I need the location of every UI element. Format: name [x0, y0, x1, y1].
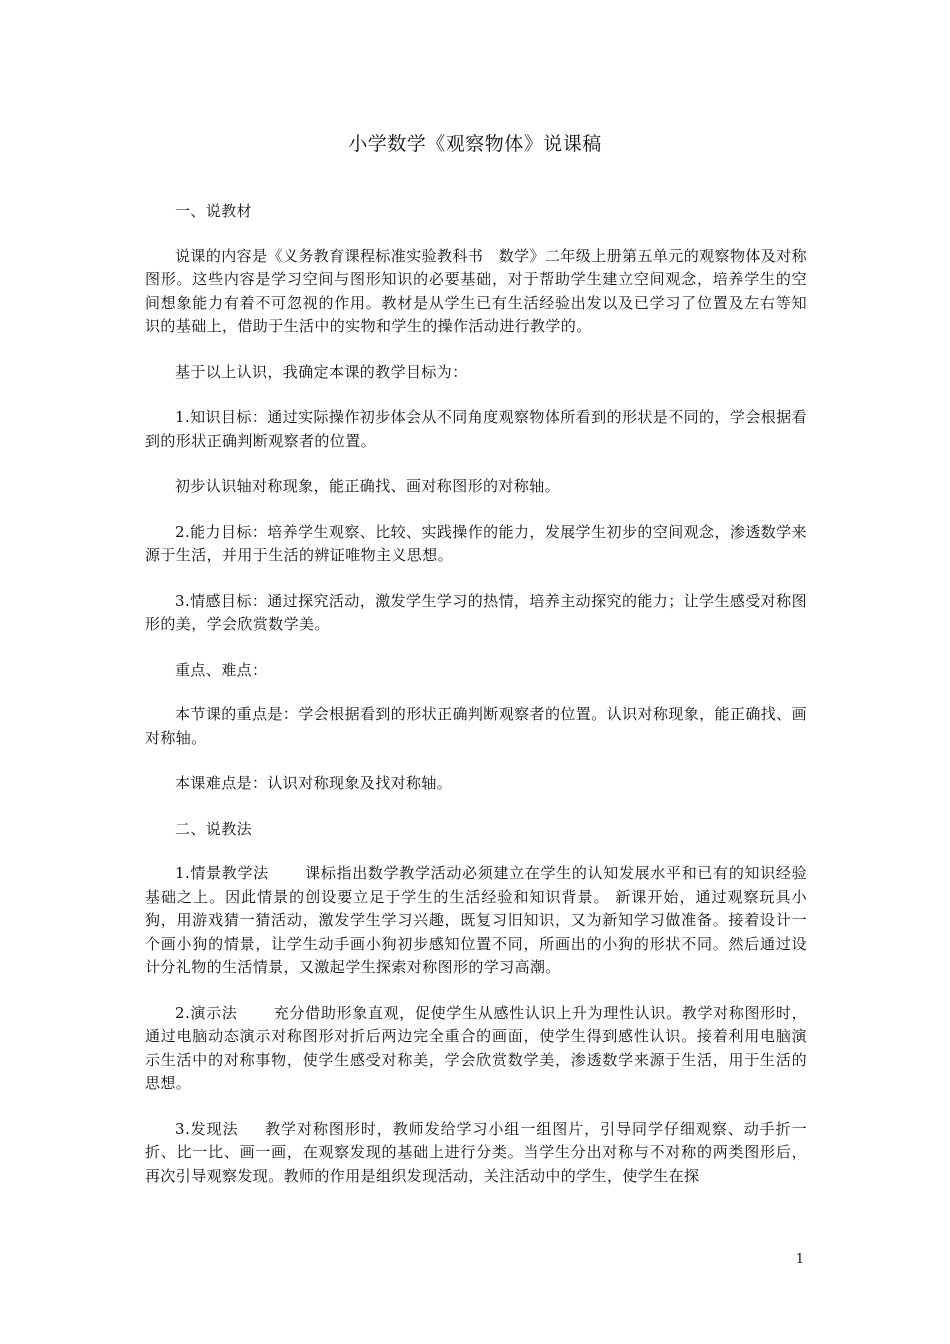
method-label: 3.发现法	[175, 1119, 239, 1138]
paragraph-ability-goal: 2.能力目标：培养学生观察、比较、实践操作的能力，发展学生初步的空间观念，渗透数学来源于生活，并用于生活的辨证唯物主义思想。	[145, 522, 807, 564]
method-label: 2.演示法	[175, 1003, 238, 1022]
paragraph-method-situational	[145, 862, 807, 980]
paragraph-textbook-intro: 说课的内容是《义务教育课程标准实验教科书 数学》二年级上册第五单元的观察物体及对称图形。这些内容是学习空间与图形知识的必要基础，对于帮助学生建立空间观念，培养学生的空间想象能力有着不可忽视的作用。教材是从学生已有生活经验出发以及已学习了位置及左右等知识的基础上，借助于生活中的实物和学生的操作活动进行教学的。	[145, 246, 807, 335]
method-text: 充分借助形象直观，促使学生从感性认识上升为理性认识。教学对称图形时，通过电脑动态演示对称图形对折后两边完全重合的画面，使学生得到感性认识。接着利用电脑演示生活中的对称事物，使学生感受对称美，学会欣赏数学美，渗透数学来源于生活，用于生活的思想。	[145, 1003, 807, 1092]
paragraph-knowledge-goal: 1.知识目标：通过实际操作初步体会从不同角度观察物体所看到的形状是不同的，学会根据看到的形状正确判断观察者的位置。	[145, 408, 807, 450]
section-heading-key-points: 重点、难点：	[175, 660, 268, 679]
method-text: 教学对称图形时，教师发给学习小组一组图片，引导同学仔细观察、动手折一折、比一比、画一画，在观察发现的基础上进行分类。当学生分出对称与不对称的两类图形后，再次引导观察发现。教师的作用是组织发现活动，关注活动中的学生，使学生在探	[145, 1119, 807, 1185]
paragraph-method-discovery	[145, 1118, 807, 1189]
section-heading-teaching-methods: 二、说教法	[175, 819, 253, 838]
paragraph-goals-intro: 基于以上认识，我确定本课的教学目标为：	[175, 362, 468, 381]
document-title: 小学数学《观察物体》说课稿	[348, 133, 602, 155]
document-body	[145, 200, 807, 1210]
page-number: 1	[795, 1252, 804, 1267]
paragraph-method-demonstration	[145, 1002, 807, 1096]
section-heading-textbook: 一、说教材	[175, 202, 253, 220]
paragraph-emotion-goal: 3.情感目标：通过探究活动，激发学生学习的热情，培养主动探究的能力；让学生感受对称图形的美，学会欣赏数学美。	[145, 591, 807, 633]
paragraph-key-point: 本节课的重点是：学会根据看到的形状正确判断观察者的位置。认识对称现象，能正确找、画对称轴。	[145, 705, 807, 747]
paragraph-difficulty: 本课难点是：认识对称现象及找对称轴。	[175, 774, 453, 792]
method-text: 课标指出数学教学活动必须建立在学生的认知发展水平和已有的知识经验基础之上。因此情景的创设要立足于学生的生活经验和知识背景。 新课开始，通过观察玩具小狗，用游戏猜一猜活动，激发学生学习兴趣，既复习旧知识，又为新知学习做准备。接着设计一个画小狗的情景，让学生动手画小狗初步感知位置不同，所画出的小狗的形状不同。然后通过设计分礼物的生活情景，又激起学生探索对称图形的学习高潮。	[145, 864, 807, 976]
paragraph-symmetry-goal: 初步认识轴对称现象，能正确找、画对称图形的对称轴。	[175, 477, 561, 495]
method-label: 1.情景教学法	[175, 864, 269, 882]
